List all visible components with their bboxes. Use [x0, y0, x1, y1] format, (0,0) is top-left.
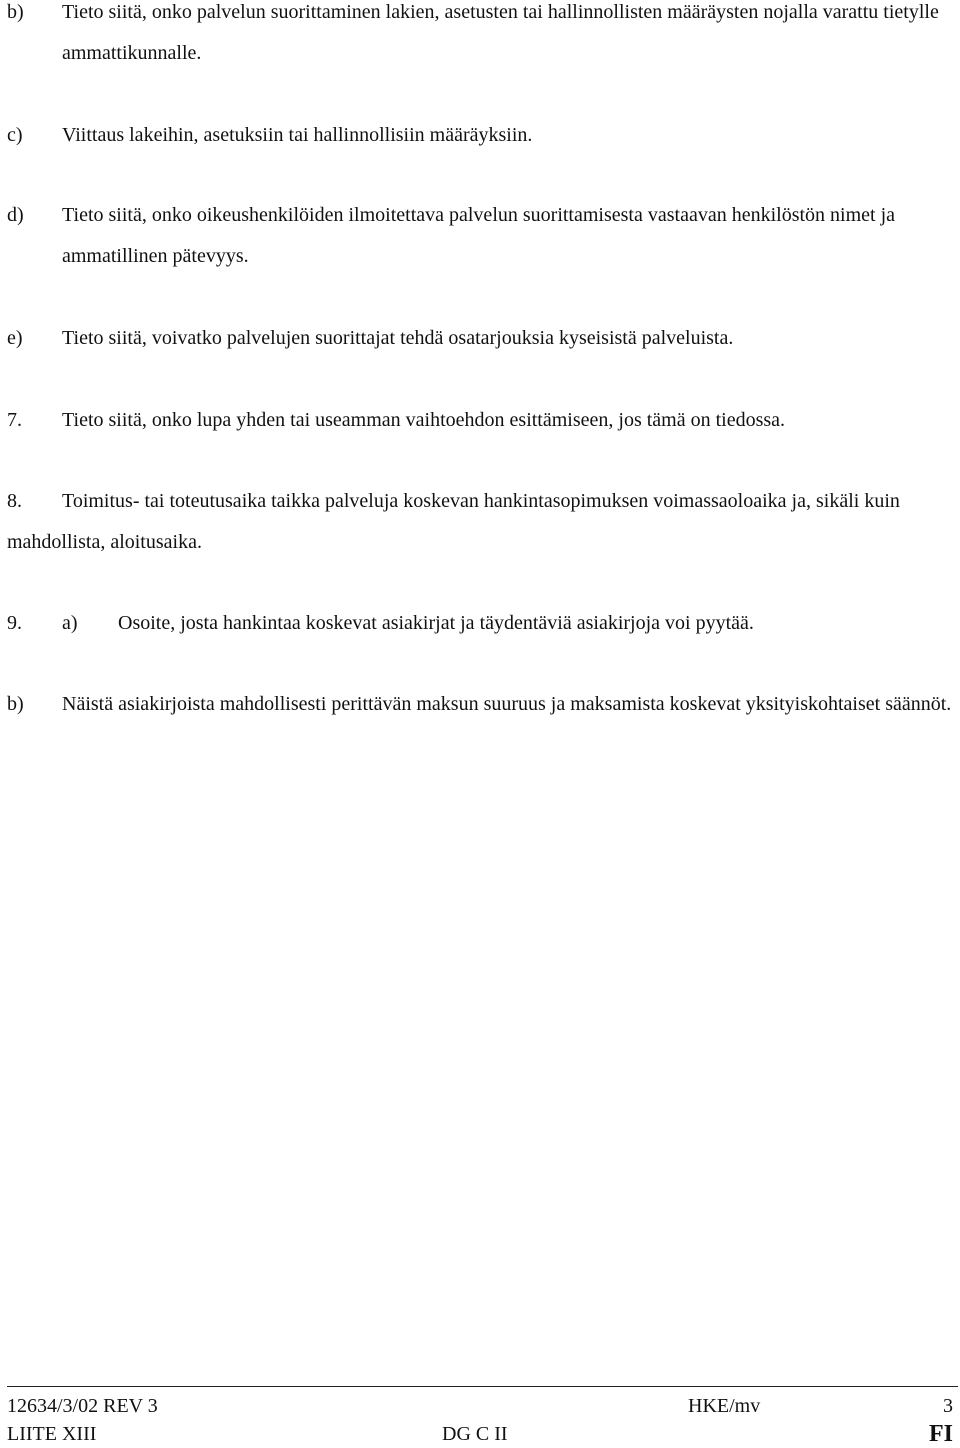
item-label: 8. — [7, 490, 22, 512]
item-text: Näistä asiakirjoista mahdollisesti perittävän maksun suuruus ja maksamista koskevat yksityiskohtaiset säännöt. — [62, 693, 952, 715]
item-text: Toimitus- tai toteutusaika taikka palveluja koskevan hankintasopimuksen voimassaoloaika ja, sikäli kuin mahdollista, aloitusaika. — [7, 490, 900, 553]
footer-row-1 — [7, 1393, 953, 1419]
list-item — [7, 195, 952, 277]
document-reference: 12634/3/02 REV 3 — [7, 1395, 158, 1417]
footer-row-2 — [7, 1421, 953, 1447]
directorate-label: DG C II — [442, 1423, 508, 1445]
list-item — [7, 684, 952, 725]
list-item — [7, 318, 952, 359]
item-label: c) — [7, 124, 23, 146]
page-number: 3 — [943, 1395, 953, 1417]
list-item — [7, 0, 952, 74]
list-item — [7, 400, 952, 441]
item-label: 7. — [7, 409, 22, 431]
list-item — [7, 115, 952, 156]
item-label: b) — [7, 1, 24, 23]
footer-divider — [7, 1386, 958, 1387]
item-text: Tieto siitä, onko oikeushenkilöiden ilmoitettava palvelun suorittamisesta vastaavan henkilöstön nimet ja ammatillinen pätevyys. — [62, 204, 896, 267]
annex-label: LIITE XIII — [7, 1423, 97, 1445]
item-sublabel: a) — [62, 612, 78, 634]
item-label: e) — [7, 327, 23, 349]
item-label: d) — [7, 204, 24, 226]
list-item — [7, 481, 952, 563]
item-text: Tieto siitä, onko lupa yhden tai useamman vaihtoehdon esittämiseen, jos tämä on tiedossa. — [62, 409, 786, 431]
item-text: Tieto siitä, voivatko palvelujen suorittajat tehdä osatarjouksia kyseisistä palveluista. — [62, 327, 734, 349]
language-code: FI — [929, 1421, 953, 1447]
list-item — [7, 603, 952, 644]
item-label: b) — [7, 693, 24, 715]
item-text: Tieto siitä, onko palvelun suorittaminen lakien, asetusten tai hallinnollisten määräysten nojalla varattu tietylle ammattikunnalle. — [62, 1, 939, 64]
item-text: Osoite, josta hankintaa koskevat asiakirjat ja täydentäviä asiakirjoja voi pyytää. — [118, 612, 754, 634]
item-text: Viittaus lakeihin, asetuksiin tai hallinnollisiin määräyksiin. — [62, 124, 533, 146]
item-label: 9. — [7, 612, 22, 634]
author-initials: HKE/mv — [688, 1395, 761, 1417]
